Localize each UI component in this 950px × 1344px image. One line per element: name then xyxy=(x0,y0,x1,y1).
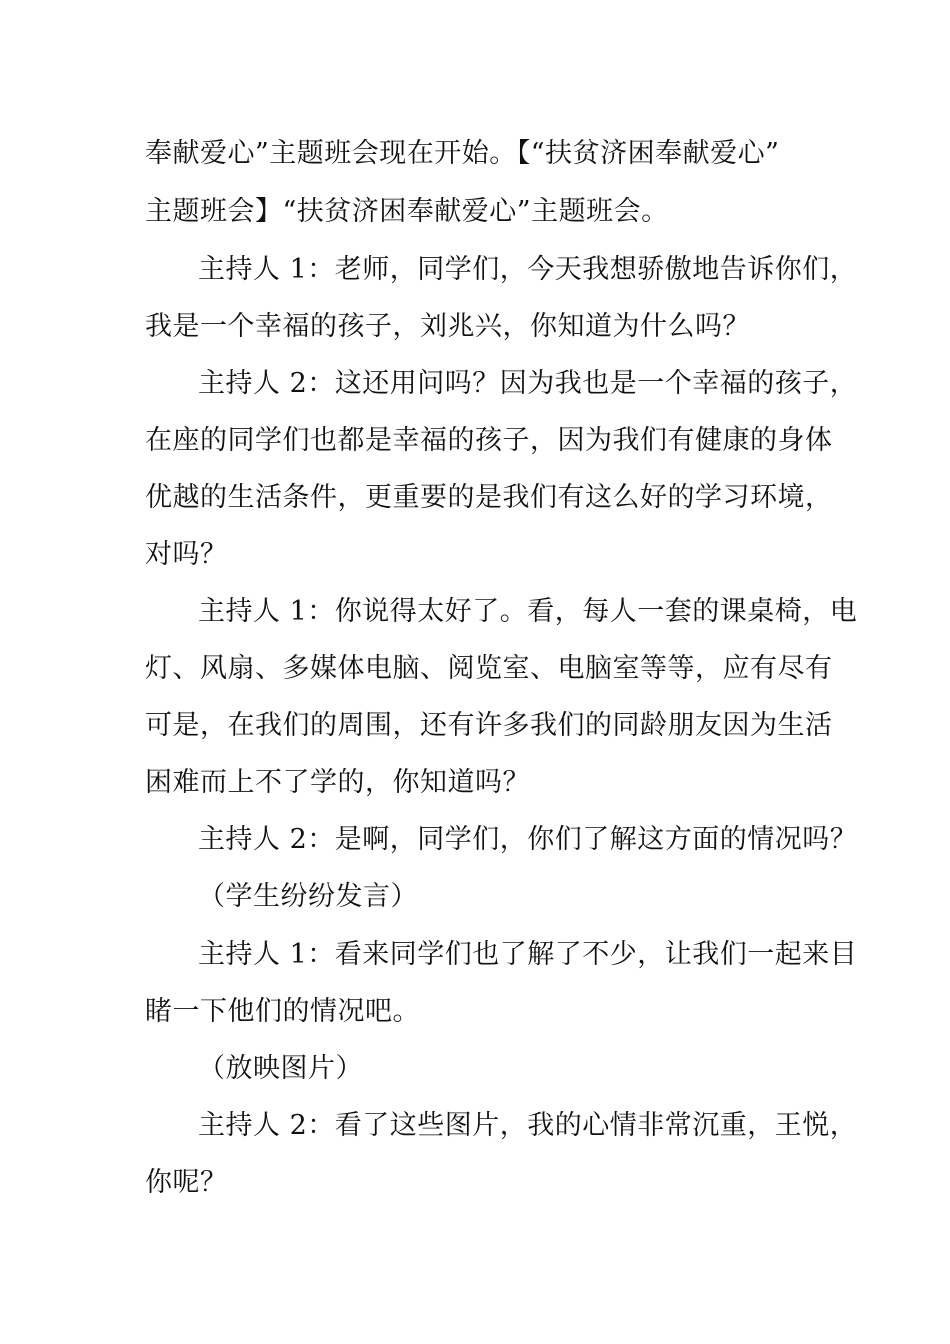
text-line: 优越的生活条件，更重要的是我们有这么好的学习环境， xyxy=(145,482,833,513)
paragraph-start: （学生纷纷发言） xyxy=(198,881,418,912)
text-line: 主题班会】“扶贫济困奉献爱心”主题班会。 xyxy=(145,196,669,227)
text-line: 奉献爱心”主题班会现在开始。【“扶贫济困奉献爱心” xyxy=(145,138,780,169)
text-line: 困难而上不了学的，你知道吗？ xyxy=(145,767,530,798)
paragraph-start: 主持人 1：看来同学们也了解了不少，让我们一起来目 xyxy=(198,939,858,970)
paragraph-start: 主持人 2：这还用问吗？因为我也是一个幸福的孩子， xyxy=(198,368,858,399)
text-line: 你呢？ xyxy=(145,1167,228,1198)
text-line: 在座的同学们也都是幸福的孩子，因为我们有健康的身体 xyxy=(145,425,833,456)
paragraph-start: 主持人 1：老师，同学们，今天我想骄傲地告诉你们， xyxy=(198,254,858,285)
text-line: 对吗？ xyxy=(145,539,228,570)
paragraph-start: （放映图片） xyxy=(198,1053,363,1084)
text-line: 睹一下他们的情况吧。 xyxy=(145,996,420,1027)
paragraph-start: 主持人 2：看了这些图片，我的心情非常沉重，王悦， xyxy=(198,1110,858,1141)
paragraph-start: 主持人 2：是啊，同学们，你们了解这方面的情况吗？ xyxy=(198,824,858,855)
text-line: 我是一个幸福的孩子，刘兆兴，你知道为什么吗？ xyxy=(145,311,750,342)
paragraph-start: 主持人 1：你说得太好了。看，每人一套的课桌椅，电 xyxy=(198,596,858,627)
text-line: 灯、风扇、多媒体电脑、阅览室、电脑室等等，应有尽有 xyxy=(145,653,833,684)
text-line: 可是，在我们的周围，还有许多我们的同龄朋友因为生活 xyxy=(145,710,833,741)
